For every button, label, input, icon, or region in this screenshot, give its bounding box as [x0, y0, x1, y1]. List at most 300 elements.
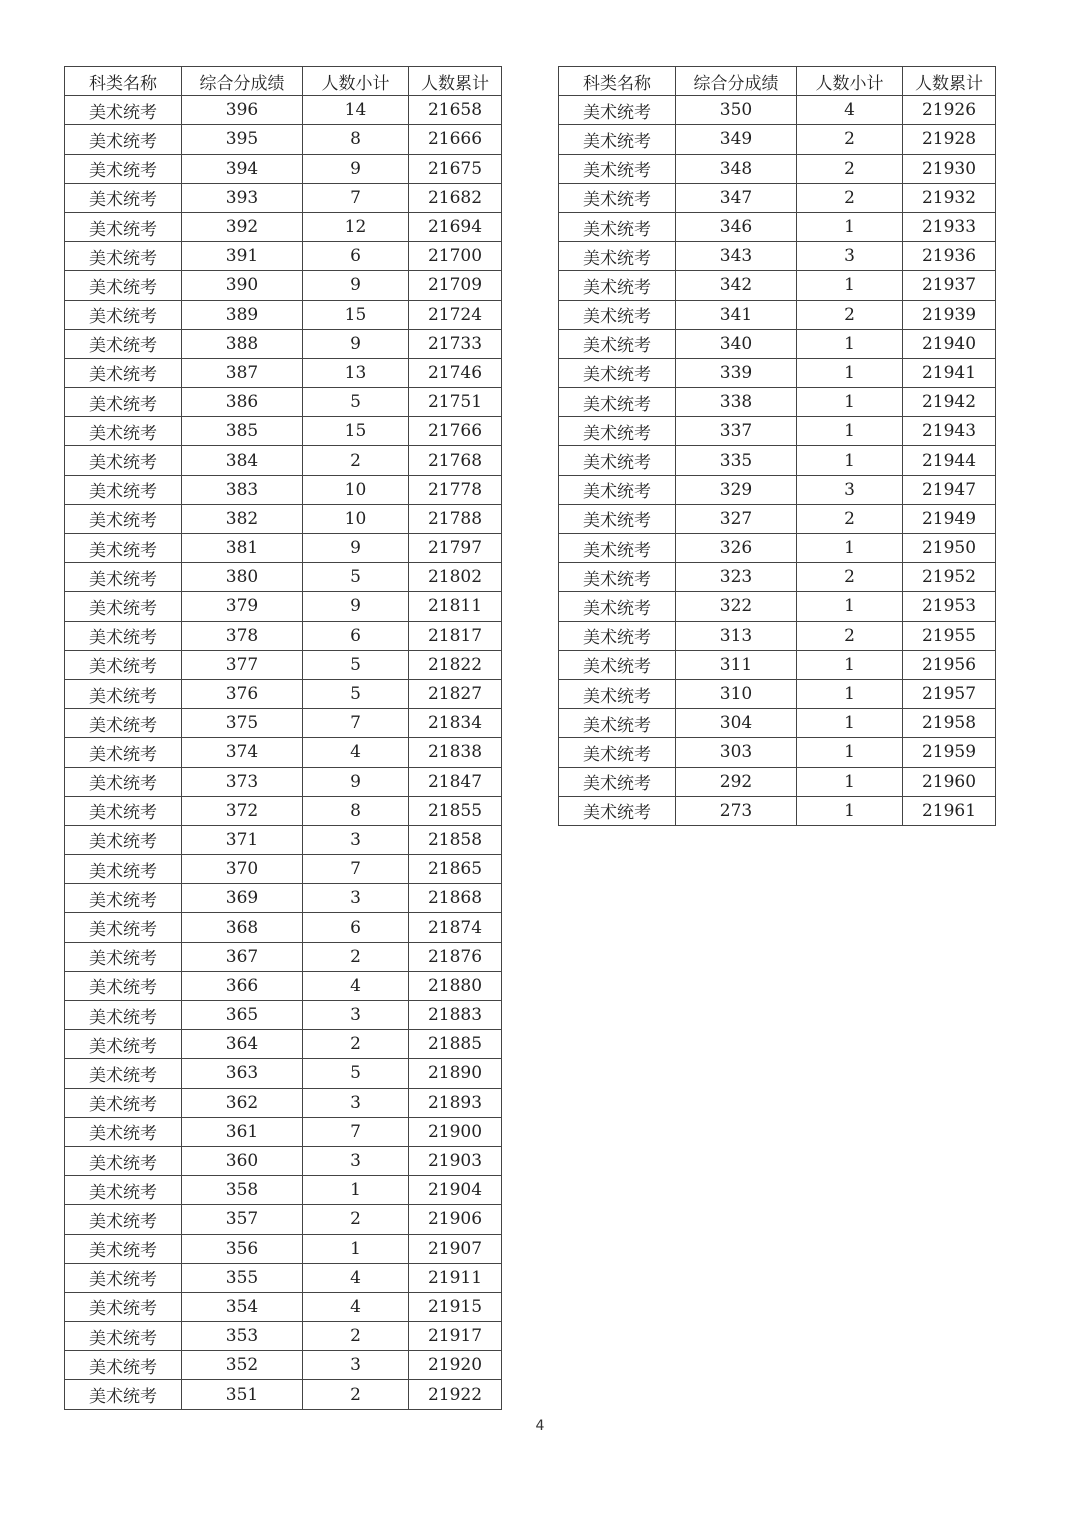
table-row [559, 154, 996, 183]
cell-count: 5 [303, 388, 409, 417]
cell-count: 1 [797, 592, 903, 621]
cell-category: 美术统考 [65, 475, 182, 504]
cell-cumulative: 21700 [409, 242, 502, 271]
cell-count: 1 [303, 1234, 409, 1263]
cell-score: 348 [676, 154, 797, 183]
cell-score: 322 [676, 592, 797, 621]
table-row [65, 855, 502, 884]
cell-cumulative: 21858 [409, 825, 502, 854]
cell-cumulative: 21922 [409, 1380, 502, 1409]
table-row [559, 417, 996, 446]
cell-category: 美术统考 [559, 592, 676, 621]
table-row [65, 913, 502, 942]
cell-cumulative: 21941 [903, 358, 996, 387]
table-row [65, 358, 502, 387]
table-row [65, 504, 502, 533]
table-row [65, 1176, 502, 1205]
table-row [65, 534, 502, 563]
cell-count: 10 [303, 475, 409, 504]
cell-cumulative: 21890 [409, 1059, 502, 1088]
cell-count: 2 [303, 942, 409, 971]
cell-cumulative: 21917 [409, 1322, 502, 1351]
cell-score: 386 [182, 388, 303, 417]
cell-cumulative: 21900 [409, 1117, 502, 1146]
cell-cumulative: 21802 [409, 563, 502, 592]
cell-count: 3 [303, 884, 409, 913]
table-row [65, 1380, 502, 1409]
cell-count: 12 [303, 212, 409, 241]
cell-score: 310 [676, 679, 797, 708]
cell-count: 15 [303, 417, 409, 446]
cell-category: 美术统考 [65, 738, 182, 767]
cell-cumulative: 21943 [903, 417, 996, 446]
cell-category: 美术统考 [559, 679, 676, 708]
cell-category: 美术统考 [65, 446, 182, 475]
table-row [559, 475, 996, 504]
table-row [65, 1263, 502, 1292]
cell-count: 4 [303, 738, 409, 767]
cell-score: 356 [182, 1234, 303, 1263]
cell-score: 329 [676, 475, 797, 504]
cell-cumulative: 21733 [409, 329, 502, 358]
table-row [65, 242, 502, 271]
cell-score: 367 [182, 942, 303, 971]
table-row [65, 1030, 502, 1059]
cell-category: 美术统考 [559, 271, 676, 300]
cell-count: 2 [797, 300, 903, 329]
cell-category: 美术统考 [65, 1205, 182, 1234]
cell-score: 374 [182, 738, 303, 767]
cell-cumulative: 21666 [409, 125, 502, 154]
cell-category: 美术统考 [559, 154, 676, 183]
cell-score: 339 [676, 358, 797, 387]
cell-cumulative: 21682 [409, 183, 502, 212]
cell-count: 7 [303, 183, 409, 212]
cell-category: 美术统考 [65, 563, 182, 592]
cell-score: 361 [182, 1117, 303, 1146]
cell-count: 2 [303, 1380, 409, 1409]
table-row [65, 1001, 502, 1030]
table-row [559, 183, 996, 212]
cell-category: 美术统考 [65, 1030, 182, 1059]
cell-category: 美术统考 [65, 504, 182, 533]
cell-category: 美术统考 [65, 1146, 182, 1175]
table-row [65, 1322, 502, 1351]
cell-category: 美术统考 [559, 242, 676, 271]
cell-cumulative: 21822 [409, 650, 502, 679]
cell-count: 2 [797, 563, 903, 592]
table-row [65, 1088, 502, 1117]
cell-count: 7 [303, 709, 409, 738]
cell-score: 387 [182, 358, 303, 387]
cell-category: 美术统考 [559, 212, 676, 241]
cell-category: 美术统考 [65, 913, 182, 942]
cell-category: 美术统考 [559, 446, 676, 475]
cell-count: 2 [303, 1030, 409, 1059]
cell-count: 1 [797, 534, 903, 563]
cell-category: 美术统考 [65, 358, 182, 387]
table-row [559, 621, 996, 650]
cell-score: 364 [182, 1030, 303, 1059]
cell-score: 273 [676, 796, 797, 825]
cell-category: 美术统考 [65, 154, 182, 183]
cell-score: 342 [676, 271, 797, 300]
cell-count: 1 [797, 446, 903, 475]
table-row [65, 767, 502, 796]
cell-category: 美术统考 [65, 679, 182, 708]
cell-score: 375 [182, 709, 303, 738]
cell-cumulative: 21885 [409, 1030, 502, 1059]
cell-cumulative: 21955 [903, 621, 996, 650]
table-row [559, 388, 996, 417]
column-header-cumulative: 人数累计 [903, 67, 996, 96]
cell-cumulative: 21778 [409, 475, 502, 504]
cell-category: 美术统考 [65, 242, 182, 271]
cell-cumulative: 21907 [409, 1234, 502, 1263]
cell-count: 8 [303, 125, 409, 154]
cell-cumulative: 21876 [409, 942, 502, 971]
cell-cumulative: 21751 [409, 388, 502, 417]
score-table-right [558, 66, 996, 826]
cell-score: 382 [182, 504, 303, 533]
cell-count: 9 [303, 767, 409, 796]
cell-count: 1 [797, 271, 903, 300]
table-row [65, 1234, 502, 1263]
cell-score: 362 [182, 1088, 303, 1117]
table-row [65, 446, 502, 475]
cell-count: 1 [797, 738, 903, 767]
cell-count: 3 [303, 1146, 409, 1175]
cell-count: 2 [797, 154, 903, 183]
cell-category: 美术统考 [559, 183, 676, 212]
cell-cumulative: 21915 [409, 1292, 502, 1321]
table-row [65, 942, 502, 971]
column-header-count: 人数小计 [303, 67, 409, 96]
cell-cumulative: 21952 [903, 563, 996, 592]
cell-cumulative: 21797 [409, 534, 502, 563]
cell-count: 4 [303, 1292, 409, 1321]
cell-score: 311 [676, 650, 797, 679]
cell-count: 10 [303, 504, 409, 533]
table-row [559, 96, 996, 125]
cell-count: 1 [797, 767, 903, 796]
cell-category: 美术统考 [65, 1059, 182, 1088]
cell-category: 美术统考 [65, 183, 182, 212]
cell-count: 9 [303, 154, 409, 183]
cell-score: 373 [182, 767, 303, 796]
cell-cumulative: 21947 [903, 475, 996, 504]
cell-cumulative: 21788 [409, 504, 502, 533]
cell-cumulative: 21958 [903, 709, 996, 738]
cell-category: 美术统考 [65, 592, 182, 621]
column-header-cumulative: 人数累计 [409, 67, 502, 96]
cell-score: 381 [182, 534, 303, 563]
cell-score: 384 [182, 446, 303, 475]
cell-cumulative: 21920 [409, 1351, 502, 1380]
cell-count: 3 [797, 242, 903, 271]
cell-category: 美术统考 [559, 329, 676, 358]
table-row [559, 679, 996, 708]
cell-count: 9 [303, 271, 409, 300]
cell-category: 美术统考 [65, 1322, 182, 1351]
page-number: 4 [535, 1418, 545, 1434]
cell-cumulative: 21817 [409, 621, 502, 650]
cell-category: 美术统考 [65, 855, 182, 884]
cell-count: 2 [303, 1205, 409, 1234]
cell-category: 美术统考 [65, 1380, 182, 1409]
table-row [559, 534, 996, 563]
column-header-category: 科类名称 [559, 67, 676, 96]
cell-count: 8 [303, 796, 409, 825]
cell-category: 美术统考 [559, 504, 676, 533]
cell-category: 美术统考 [65, 767, 182, 796]
table-row [65, 1146, 502, 1175]
cell-cumulative: 21811 [409, 592, 502, 621]
cell-score: 303 [676, 738, 797, 767]
cell-cumulative: 21880 [409, 971, 502, 1000]
cell-count: 5 [303, 563, 409, 592]
cell-score: 355 [182, 1263, 303, 1292]
cell-count: 1 [797, 679, 903, 708]
cell-count: 13 [303, 358, 409, 387]
cell-count: 6 [303, 621, 409, 650]
table-row [559, 242, 996, 271]
cell-cumulative: 21949 [903, 504, 996, 533]
cell-category: 美术统考 [65, 271, 182, 300]
cell-count: 1 [797, 417, 903, 446]
cell-category: 美术统考 [559, 96, 676, 125]
column-header-category: 科类名称 [65, 67, 182, 96]
cell-count: 1 [797, 709, 903, 738]
cell-score: 369 [182, 884, 303, 913]
cell-count: 3 [797, 475, 903, 504]
table-row [559, 650, 996, 679]
cell-count: 5 [303, 650, 409, 679]
cell-count: 6 [303, 913, 409, 942]
cell-score: 390 [182, 271, 303, 300]
table-header-row [65, 67, 502, 96]
cell-cumulative: 21960 [903, 767, 996, 796]
table-row [559, 592, 996, 621]
cell-count: 6 [303, 242, 409, 271]
table-row [559, 738, 996, 767]
cell-score: 389 [182, 300, 303, 329]
cell-count: 1 [797, 650, 903, 679]
cell-cumulative: 21940 [903, 329, 996, 358]
table-row [65, 96, 502, 125]
cell-cumulative: 21746 [409, 358, 502, 387]
table-row [559, 563, 996, 592]
cell-cumulative: 21838 [409, 738, 502, 767]
table-row [65, 417, 502, 446]
cell-count: 3 [303, 1351, 409, 1380]
cell-count: 7 [303, 1117, 409, 1146]
cell-category: 美术统考 [65, 1351, 182, 1380]
cell-category: 美术统考 [65, 96, 182, 125]
cell-score: 351 [182, 1380, 303, 1409]
cell-count: 9 [303, 534, 409, 563]
cell-count: 1 [303, 1176, 409, 1205]
cell-category: 美术统考 [559, 709, 676, 738]
cell-score: 338 [676, 388, 797, 417]
cell-cumulative: 21950 [903, 534, 996, 563]
cell-category: 美术统考 [65, 388, 182, 417]
cell-count: 3 [303, 1088, 409, 1117]
cell-score: 391 [182, 242, 303, 271]
table-row [65, 709, 502, 738]
cell-category: 美术统考 [65, 709, 182, 738]
score-table-left [64, 66, 502, 1410]
cell-score: 377 [182, 650, 303, 679]
cell-count: 3 [303, 825, 409, 854]
cell-cumulative: 21768 [409, 446, 502, 475]
cell-score: 394 [182, 154, 303, 183]
cell-category: 美术统考 [559, 563, 676, 592]
cell-score: 346 [676, 212, 797, 241]
cell-score: 341 [676, 300, 797, 329]
cell-count: 1 [797, 329, 903, 358]
cell-score: 363 [182, 1059, 303, 1088]
table-row [65, 650, 502, 679]
table-row [65, 621, 502, 650]
cell-cumulative: 21847 [409, 767, 502, 796]
cell-count: 2 [797, 125, 903, 154]
cell-category: 美术统考 [65, 884, 182, 913]
cell-category: 美术统考 [65, 971, 182, 1000]
table-row [65, 1205, 502, 1234]
table-row [65, 796, 502, 825]
cell-cumulative: 21939 [903, 300, 996, 329]
cell-category: 美术统考 [559, 300, 676, 329]
cell-category: 美术统考 [65, 1176, 182, 1205]
cell-cumulative: 21937 [903, 271, 996, 300]
cell-category: 美术统考 [65, 1263, 182, 1292]
cell-cumulative: 21903 [409, 1146, 502, 1175]
cell-score: 380 [182, 563, 303, 592]
cell-cumulative: 21930 [903, 154, 996, 183]
cell-cumulative: 21865 [409, 855, 502, 884]
cell-score: 370 [182, 855, 303, 884]
cell-category: 美术统考 [559, 388, 676, 417]
column-header-count: 人数小计 [797, 67, 903, 96]
cell-count: 1 [797, 388, 903, 417]
cell-cumulative: 21855 [409, 796, 502, 825]
table-row [65, 1059, 502, 1088]
table-row [559, 329, 996, 358]
table-row [65, 475, 502, 504]
cell-cumulative: 21944 [903, 446, 996, 475]
cell-category: 美术统考 [65, 621, 182, 650]
cell-count: 9 [303, 329, 409, 358]
cell-category: 美术统考 [559, 767, 676, 796]
cell-category: 美术统考 [65, 825, 182, 854]
table-header-row [559, 67, 996, 96]
cell-category: 美术统考 [65, 534, 182, 563]
cell-score: 366 [182, 971, 303, 1000]
cell-score: 352 [182, 1351, 303, 1380]
table-row [65, 183, 502, 212]
table-row [65, 1292, 502, 1321]
table-row [65, 825, 502, 854]
cell-cumulative: 21827 [409, 679, 502, 708]
cell-cumulative: 21834 [409, 709, 502, 738]
cell-count: 1 [797, 796, 903, 825]
cell-score: 371 [182, 825, 303, 854]
cell-count: 2 [797, 621, 903, 650]
table-row [65, 971, 502, 1000]
column-header-score: 综合分成绩 [676, 67, 797, 96]
cell-score: 368 [182, 913, 303, 942]
cell-score: 353 [182, 1322, 303, 1351]
table-row [65, 154, 502, 183]
cell-category: 美术统考 [559, 125, 676, 154]
cell-count: 5 [303, 679, 409, 708]
cell-category: 美术统考 [65, 300, 182, 329]
cell-category: 美术统考 [65, 417, 182, 446]
cell-category: 美术统考 [559, 358, 676, 387]
cell-category: 美术统考 [65, 1088, 182, 1117]
table-row [65, 884, 502, 913]
table-row [559, 358, 996, 387]
cell-score: 357 [182, 1205, 303, 1234]
table-body-right [559, 96, 996, 826]
cell-cumulative: 21932 [903, 183, 996, 212]
table-row [65, 679, 502, 708]
cell-score: 349 [676, 125, 797, 154]
cell-score: 393 [182, 183, 303, 212]
cell-category: 美术统考 [65, 1001, 182, 1030]
cell-score: 323 [676, 563, 797, 592]
table-row [559, 300, 996, 329]
cell-cumulative: 21724 [409, 300, 502, 329]
cell-cumulative: 21933 [903, 212, 996, 241]
table-row [559, 796, 996, 825]
cell-score: 337 [676, 417, 797, 446]
cell-score: 292 [676, 767, 797, 796]
table-row [65, 271, 502, 300]
cell-count: 2 [797, 504, 903, 533]
cell-count: 15 [303, 300, 409, 329]
cell-cumulative: 21928 [903, 125, 996, 154]
cell-category: 美术统考 [65, 1292, 182, 1321]
cell-category: 美术统考 [559, 738, 676, 767]
table-row [65, 738, 502, 767]
cell-score: 383 [182, 475, 303, 504]
cell-score: 358 [182, 1176, 303, 1205]
cell-category: 美术统考 [559, 650, 676, 679]
cell-score: 313 [676, 621, 797, 650]
cell-count: 2 [303, 446, 409, 475]
cell-cumulative: 21883 [409, 1001, 502, 1030]
cell-category: 美术统考 [559, 475, 676, 504]
cell-count: 2 [797, 183, 903, 212]
cell-count: 4 [797, 96, 903, 125]
cell-category: 美术统考 [559, 417, 676, 446]
cell-category: 美术统考 [65, 1234, 182, 1263]
cell-score: 354 [182, 1292, 303, 1321]
cell-score: 385 [182, 417, 303, 446]
cell-score: 378 [182, 621, 303, 650]
cell-category: 美术统考 [65, 212, 182, 241]
table-row [65, 1117, 502, 1146]
cell-score: 392 [182, 212, 303, 241]
cell-cumulative: 21911 [409, 1263, 502, 1292]
cell-cumulative: 21906 [409, 1205, 502, 1234]
cell-cumulative: 21694 [409, 212, 502, 241]
cell-score: 326 [676, 534, 797, 563]
cell-count: 3 [303, 1001, 409, 1030]
cell-score: 327 [676, 504, 797, 533]
